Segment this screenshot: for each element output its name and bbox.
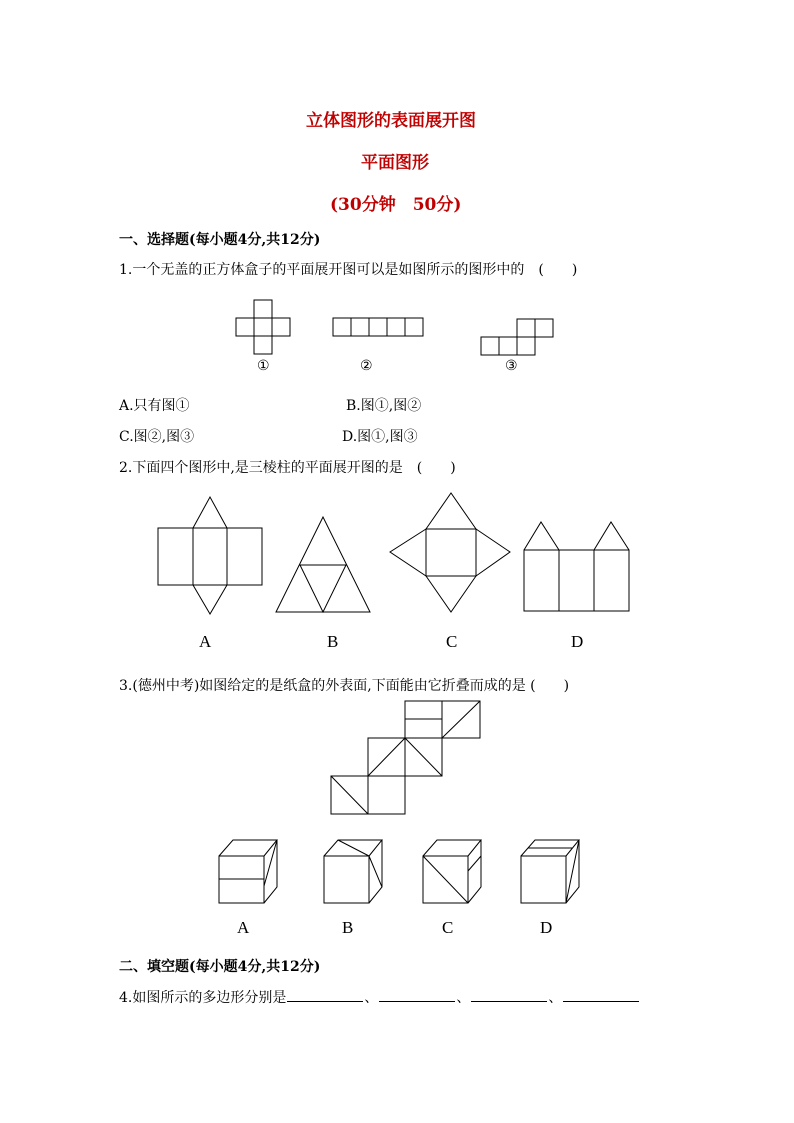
question-3-text: 3.(德州中考)如图给定的是纸盒的外表面,下面能由它折叠而成的是 ( ) [119, 678, 570, 694]
q1-option-a: A.只有图① [119, 398, 190, 414]
separator: 、 [456, 990, 471, 1006]
q2-fig-label-c: C [446, 632, 458, 651]
q3-net [331, 701, 480, 814]
q1-option-b: B.图①,图② [346, 398, 422, 414]
q1-option-d: D.图①,图③ [342, 429, 418, 445]
q3-cube-d [521, 840, 579, 903]
q3-fig-label-a: A [237, 918, 250, 937]
time-score: (30分钟 50分) [330, 195, 462, 215]
question-2-text: 2.下面四个图形中,是三棱柱的平面展开图的是 ( ) [119, 460, 456, 476]
q3-cube-a [219, 840, 277, 903]
q3-fig-label-c: C [442, 918, 454, 937]
page-title: 立体图形的表面展开图 [306, 111, 476, 131]
answer-blank-1[interactable] [287, 987, 363, 1002]
page-subtitle: 平面图形 [361, 153, 429, 173]
q3-cube-b [324, 840, 382, 903]
q3-fig-label-d: D [540, 918, 553, 937]
q2-fig-label-d: D [571, 632, 584, 651]
question-4-text: 4.如图所示的多边形分别是 [119, 990, 287, 1006]
q3-cube-c [423, 840, 481, 903]
section-heading-choice: 一、选择题(每小题4分,共12分) [119, 232, 321, 248]
question-4 [119, 987, 640, 1007]
answer-blank-2[interactable] [379, 987, 455, 1002]
answer-blank-4[interactable] [563, 987, 639, 1002]
question-1-text: 1.一个无盖的正方体盒子的平面展开图可以是如图所示的图形中的 ( ) [119, 262, 578, 278]
q3-fig-label-b: B [342, 918, 354, 937]
separator: 、 [364, 990, 379, 1006]
q1-fig-label-2: ② [360, 358, 373, 374]
q1-fig-label-3: ③ [505, 358, 518, 374]
separator: 、 [548, 990, 563, 1006]
section-heading-fill: 二、填空题(每小题4分,共12分) [119, 959, 321, 975]
q1-option-c: C.图②,图③ [119, 429, 195, 445]
q1-fig-label-1: ① [257, 358, 270, 374]
q2-fig-label-b: B [327, 632, 339, 651]
q2-fig-label-a: A [199, 632, 212, 651]
answer-blank-3[interactable] [471, 987, 547, 1002]
